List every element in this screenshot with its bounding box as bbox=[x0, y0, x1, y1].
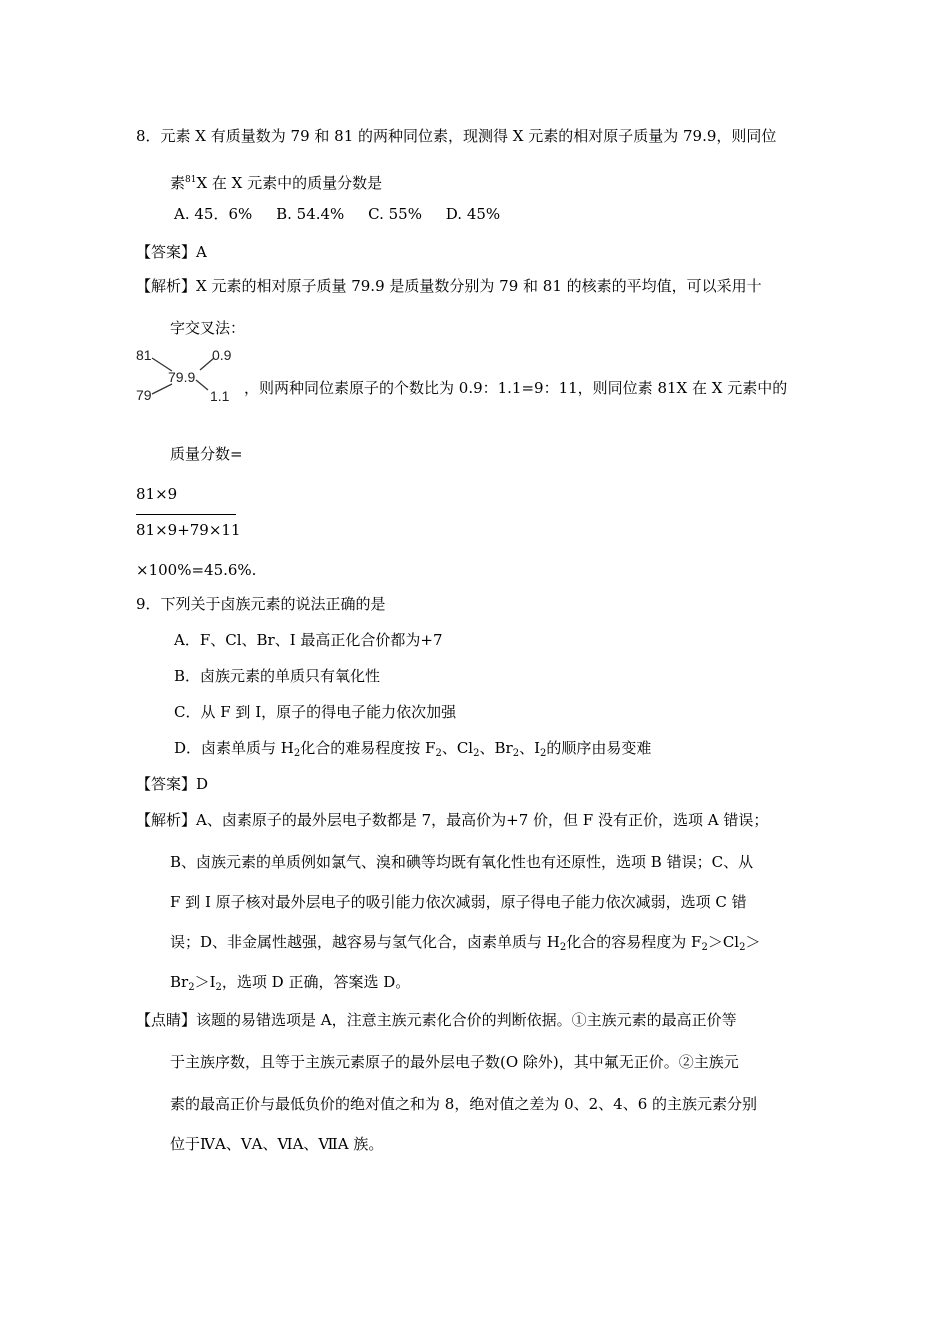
q9-analysis-5b: ＞I bbox=[194, 973, 216, 991]
q8-analysis-line1: 【解析】X 元素的相对原子质量 79.9 是质量数分别为 79 和 81 的核素的平均值，可以采用十 bbox=[136, 277, 762, 295]
q8-analysis-line4: 质量分数= bbox=[170, 445, 243, 463]
q9-answer: 【答案】D bbox=[136, 775, 209, 793]
q9-opt-d-part3: 、Cl bbox=[441, 739, 474, 757]
subscript-2: 2 bbox=[559, 942, 567, 953]
q9-option-a: A．F、Cl、Br、I 最高正化合价都为+7 bbox=[174, 631, 443, 649]
q9-tip-line2: 于主族序数，且等于主族元素原子的最外层电子数(O 除外)，其中氟无正价。②主族元 bbox=[170, 1053, 739, 1071]
q9-opt-d-part5: 、I bbox=[519, 739, 540, 757]
q9-analysis-4a: 误；D、非金属性越强，越容易与氢气化合，卤素单质与 H bbox=[170, 933, 560, 951]
q9-analysis-4c: ＞Cl bbox=[707, 933, 740, 951]
q9-analysis-line1: 【解析】A、卤素原子的最外层电子数都是 7，最高价为+7 价，但 F 没有正价，选项 A 错误； bbox=[136, 811, 769, 829]
q9-tip-line3: 素的最高正价与最低负价的绝对值之和为 8，绝对值之差为 0、2、4、6 的主族元素分别 bbox=[170, 1095, 758, 1113]
subscript-2: 2 bbox=[473, 748, 480, 759]
q9-opt-d-part2: 化合的难易程度按 F bbox=[300, 739, 436, 757]
cross-method-diagram bbox=[134, 346, 244, 404]
q8-options: A. 45．6% B. 54.4% C. 55% D. 45% bbox=[174, 205, 501, 223]
subscript-2: 2 bbox=[540, 748, 547, 759]
q9-analysis-line4 bbox=[170, 932, 761, 958]
cross-label-81: 81 bbox=[136, 347, 152, 363]
fraction-denominator: 81×9+79×11 bbox=[136, 521, 241, 539]
cross-label-1-1: 1.1 bbox=[210, 388, 230, 404]
q9-analysis-4d: ＞ bbox=[745, 933, 761, 951]
q9-analysis-5c: ，选项 D 正确，答案选 D。 bbox=[221, 973, 411, 991]
q8-isotope-superscript: 81 bbox=[185, 175, 197, 185]
q9-tip-line1: 【点睛】该题的易错选项是 A，注意主族元素化合价的判断依据。①主族元素的最高正价等 bbox=[136, 1011, 737, 1029]
cross-label-79: 79 bbox=[136, 387, 152, 403]
q9-analysis-line5 bbox=[170, 972, 410, 998]
q8-stem-2b: X 在 X 元素中的质量分数是 bbox=[196, 174, 383, 192]
subscript-2: 2 bbox=[188, 982, 195, 993]
fraction-numerator: 81×9 bbox=[136, 485, 178, 503]
q9-analysis-line3: F 到 I 原子核对最外层电子的吸引能力依次减弱，原子得电子能力依次减弱，选项 C 错 bbox=[170, 893, 747, 911]
fraction-bar bbox=[136, 514, 236, 515]
q9-analysis-line2: B、卤族元素的单质例如氯气、溴和碘等均既有氧化性也有还原性，选项 B 错误；C、从 bbox=[170, 853, 754, 871]
cross-line-bottom-right bbox=[196, 380, 208, 390]
q8-analysis-line3: ，则两种同位素原子的个数比为 0.9：1.1=9：11，则同位素 81X 在 X 元素中的 bbox=[244, 379, 788, 397]
subscript-2: 2 bbox=[512, 748, 520, 759]
subscript-2: 2 bbox=[701, 942, 708, 953]
q9-option-d bbox=[174, 738, 651, 764]
q9-opt-d-part4: 、Br bbox=[479, 739, 513, 757]
q8-answer: 【答案】A bbox=[136, 243, 207, 261]
subscript-2: 2 bbox=[739, 942, 746, 953]
q9-analysis-4b: 化合的容易程度为 F bbox=[566, 933, 702, 951]
q8-result: ×100%=45.6%. bbox=[136, 561, 257, 579]
cross-label-center: 79.9 bbox=[168, 369, 196, 385]
q9-stem: 9．下列关于卤族元素的说法正确的是 bbox=[136, 595, 386, 613]
q8-stem-2a: 素 bbox=[170, 174, 186, 192]
q9-opt-d-part6: 的顺序由易变难 bbox=[546, 739, 652, 757]
q9-tip-line4: 位于ⅣA、ⅤA、ⅥA、ⅦA 族。 bbox=[170, 1135, 384, 1153]
q8-stem-line2 bbox=[170, 170, 382, 193]
subscript-2: 2 bbox=[293, 748, 301, 759]
subscript-2: 2 bbox=[435, 748, 442, 759]
cross-line-bottom-left bbox=[152, 384, 172, 394]
q9-option-b: B．卤族元素的单质只有氧化性 bbox=[174, 667, 381, 685]
q9-option-c: C．从 F 到 I，原子的得电子能力依次加强 bbox=[174, 703, 457, 721]
q8-stem-line1: 8．元素 X 有质量数为 79 和 81 的两种同位素，现测得 X 元素的相对原子质量为 79.9，则同位 bbox=[136, 127, 777, 145]
cross-label-0-9: 0.9 bbox=[212, 347, 232, 363]
q9-analysis-5a: Br bbox=[170, 973, 189, 991]
q9-opt-d-part1: D．卤素单质与 H bbox=[174, 739, 294, 757]
subscript-2: 2 bbox=[215, 982, 222, 993]
q8-analysis-line2: 字交叉法： bbox=[170, 319, 246, 337]
